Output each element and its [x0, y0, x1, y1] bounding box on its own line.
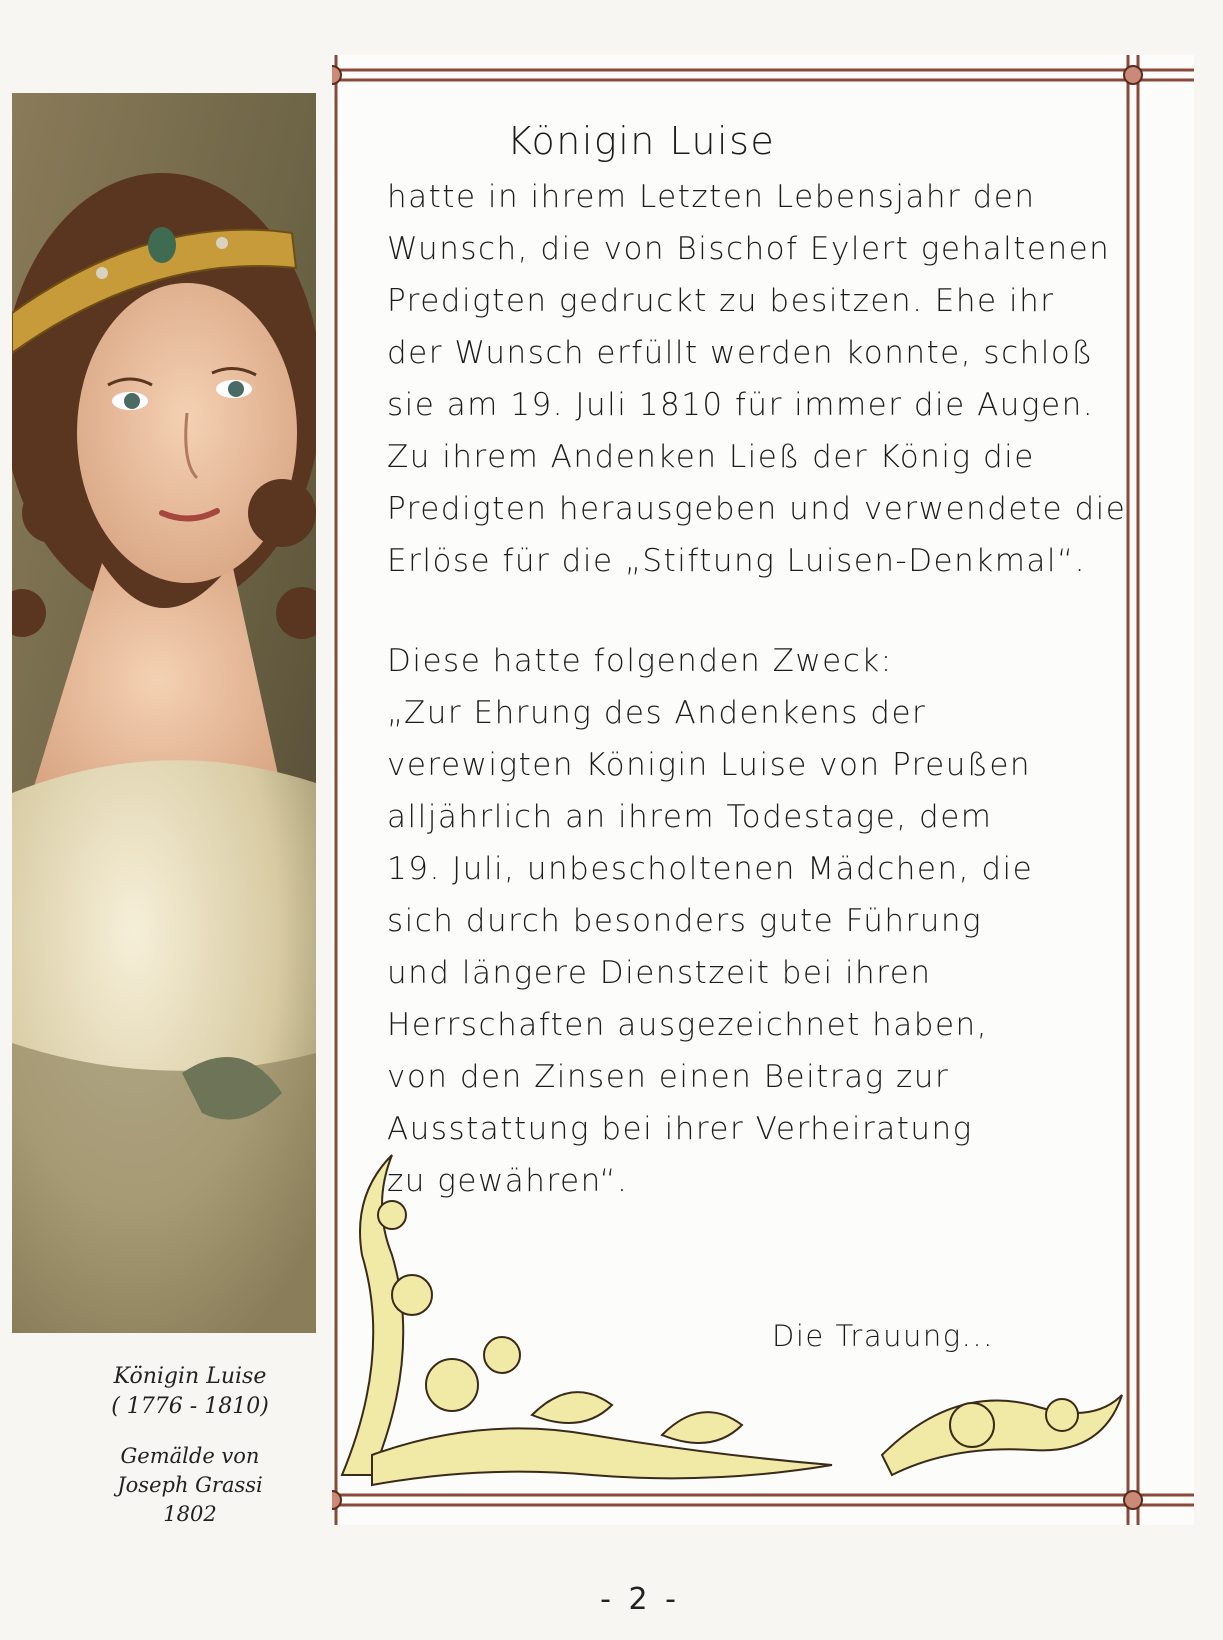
caption-painting-line1: Gemälde von [120, 1444, 260, 1468]
portrait-caption-name [100, 1362, 280, 1422]
text-frame [332, 55, 1194, 1525]
text-line: Herrschaften ausgezeichnet haben, [387, 1007, 989, 1043]
portrait-caption-painting [100, 1442, 280, 1529]
text-line: „Zur Ehrung des Andenkens der [387, 695, 927, 731]
caption-name: Königin Luise [113, 1364, 267, 1389]
portrait-painting [12, 93, 316, 1333]
text-line: hatte in ihrem Letzten Lebensjahr den [387, 179, 1036, 215]
text-line: und längere Dienstzeit bei ihren [387, 955, 932, 991]
text-line: Wunsch, die von Bischof Eylert gehaltenen [387, 231, 1111, 267]
text-line: Ausstattung bei ihrer Verheiratung [387, 1111, 973, 1147]
text-line: alljährlich an ihrem Todestage, dem [387, 799, 993, 835]
page-number: - 2 - [600, 1582, 680, 1617]
page-title: Königin Luise [507, 119, 776, 163]
text-line: Diese hatte folgenden Zweck: [387, 643, 893, 679]
text-line: Predigten herausgeben und verwendete die [387, 491, 1127, 527]
text-line: Predigten gedruckt zu besitzen. Ehe ihr [387, 283, 1055, 319]
text-line-blank [387, 587, 1167, 635]
text-line: zu gewähren“. [387, 1163, 629, 1199]
caption-painting-line2: Joseph Grassi [117, 1473, 263, 1497]
body-text [387, 171, 1167, 1207]
caption-painting-year: 1802 [163, 1502, 217, 1526]
closing-text: Die Trauung... [772, 1319, 994, 1353]
text-line: verewigten Königin Luise von Preußen [387, 747, 1032, 783]
text-line: 19. Juli, unbescholtenen Mädchen, die [387, 851, 1034, 887]
text-line: sich durch besonders gute Führung [387, 903, 983, 939]
text-line: der Wunsch erfüllt werden konnte, schloß [387, 335, 1094, 371]
portrait-image [12, 93, 316, 1333]
text-line: Erlöse für die „Stiftung Luisen-Denkmal“. [387, 543, 1086, 579]
text-line: von den Zinsen einen Beitrag zur [387, 1059, 950, 1095]
text-line: Zu ihrem Andenken Ließ der König die [387, 439, 1035, 475]
text-line: sie am 19. Juli 1810 für immer die Augen. [387, 387, 1095, 423]
caption-dates: ( 1776 - 1810) [111, 1394, 269, 1419]
